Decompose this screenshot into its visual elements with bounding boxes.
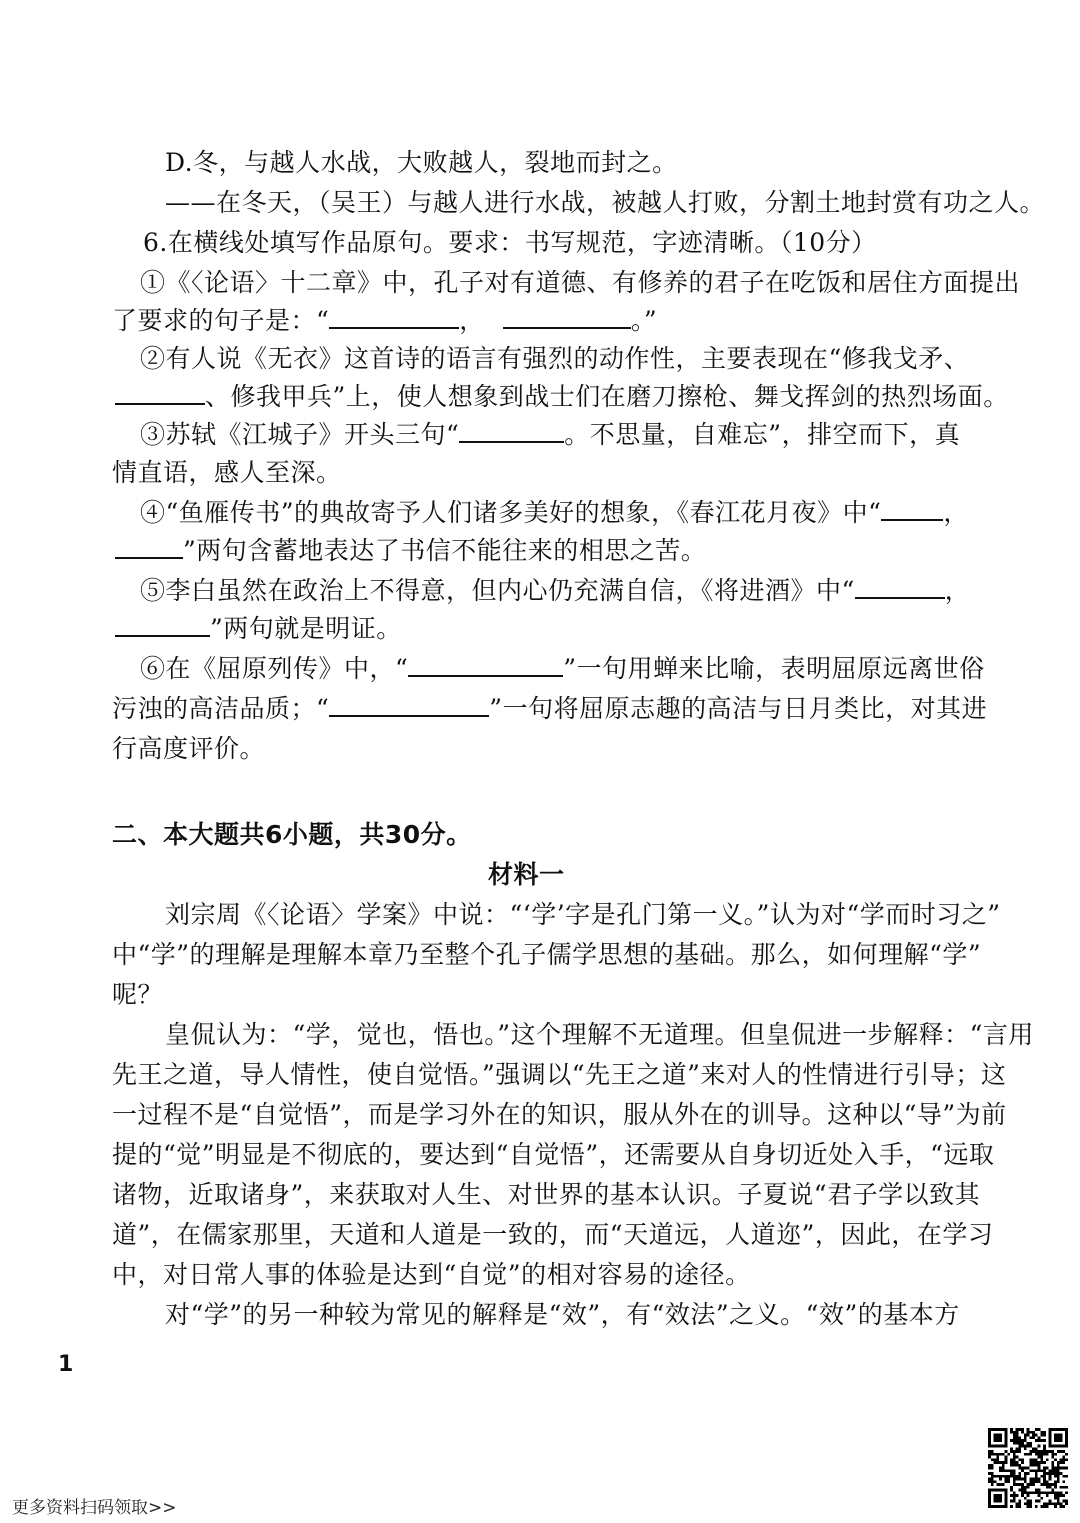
q6-6-text-pre2: 污浊的高洁品质；“ (112, 694, 330, 723)
q6-2-line1: ②有人说《无衣》这首诗的语言有强烈的动作性，主要表现在“修我戈矛、 (140, 344, 970, 373)
q6-1-text-pre: 了要求的句子是：“ (112, 306, 330, 335)
q6-4-text-pre: ④“鱼雁传书”的典故寄予人们诸多美好的想象，《春江花月夜》中“ (140, 498, 882, 527)
paragraph-line: 一过程不是“自觉悟”，而是学习外在的知识，服从外在的训导。这种以“导”为前 (112, 1100, 1007, 1129)
q6-3-line1 (140, 418, 960, 452)
q6-6-text-post: ”一句用蝉来比喻，表明屈原远离世俗 (563, 654, 985, 683)
q6-4-line1 (140, 496, 969, 530)
paragraph-line: 中“学”的理解是理解本章乃至整个孔子儒学思想的基础。那么，如何理解“学” (112, 940, 982, 969)
answer-blank[interactable] (329, 693, 489, 717)
q6-6-line2 (112, 692, 987, 726)
answer-blank[interactable] (881, 497, 943, 521)
paragraph-line: 中，对日常人事的体验是达到“自觉”的相对容易的途径。 (112, 1260, 751, 1289)
q6-4-text: ”两句含蓄地表达了书信不能往来的相思之苦。 (183, 536, 707, 565)
page-number: 1 (58, 1352, 74, 1377)
q6-2-line2 (115, 380, 1009, 414)
question-6-title: 6.在横线处填写作品原句。要求：书写规范，字迹清晰。（10分） (143, 228, 877, 257)
q6-4-text-post: ， (943, 498, 969, 527)
q6-5-line2 (115, 612, 402, 646)
q6-6-text-post2: ”一句将屈原志趣的高洁与日月类比，对其进 (489, 694, 988, 723)
q6-3-text-pre: ③苏轼《江城子》开头三句“ (140, 420, 460, 449)
answer-blank[interactable] (115, 381, 205, 405)
answer-blank[interactable] (408, 653, 563, 677)
q6-4-line2 (115, 534, 706, 568)
footer-link[interactable]: 更多资料扫码领取>> (12, 1498, 177, 1518)
q6-3-line2: 情直语，感人至深。 (112, 458, 342, 487)
answer-blank[interactable] (329, 305, 459, 329)
q6-1-line1: ①《〈论语〉十二章》中，孔子对有道德、有修养的君子在吃饭和居住方面提出 (140, 268, 1021, 297)
paragraph-line: 诸物，近取诸身”，来获取对人生、对世界的基本认识。子夏说“君子学以致其 (112, 1180, 981, 1209)
q6-5-text-pre: ⑤李白虽然在政治上不得意，但内心仍充满自信，《将进酒》中“ (140, 576, 855, 605)
paragraph-line: 先王之道，导人情性，使自觉悟。”强调以“先王之道”来对人的性情进行引导；这 (112, 1060, 1007, 1089)
q6-5-text: ”两句就是明证。 (210, 614, 402, 643)
paragraph-line: 对“学”的另一种较为常见的解释是“效”，有“效法”之义。“效”的基本方 (165, 1300, 960, 1329)
q6-5-text-post: ， (944, 576, 971, 605)
answer-blank[interactable] (503, 305, 631, 329)
q6-6-line1 (140, 652, 985, 686)
qr-code-icon[interactable] (988, 1428, 1068, 1508)
material-title: 材料一 (488, 860, 565, 889)
q6-5-line1 (140, 574, 970, 608)
q6-1-line2 (112, 304, 657, 338)
q6-1-text-mid: ， (459, 306, 485, 335)
answer-blank[interactable] (855, 575, 945, 599)
paragraph-line: 皇侃认为：“学，觉也，悟也。”这个理解不无道理。但皇侃进一步解释：“言用 (165, 1020, 1034, 1049)
section-two-heading: 二、本大题共6小题，共30分。 (112, 820, 472, 849)
paragraph-line: 道”，在儒家那里，天道和人道是一致的，而“天道远，人道迩”，因此，在学习 (112, 1220, 994, 1249)
option-d-translation: ——在冬天，（吴王）与越人进行水战，被越人打败，分割土地封赏有功之人。 (165, 188, 1046, 217)
paragraph-line: 提的“觉”明显是不彻底的，要达到“自觉悟”，还需要从自身切近处入手，“远取 (112, 1140, 995, 1169)
answer-blank[interactable] (115, 535, 183, 559)
paragraph-line: 呢？ (112, 980, 164, 1009)
q6-6-line3: 行高度评价。 (112, 734, 266, 763)
q6-1-text-post: 。” (630, 306, 658, 335)
option-d: D.冬，与越人水战，大败越人，裂地而封之。 (165, 148, 678, 177)
q6-6-text-pre: ⑥在《屈原列传》中，“ (140, 654, 409, 683)
answer-blank[interactable] (115, 613, 210, 637)
paragraph-line: 刘宗周《〈论语〉学案》中说：“‘学’字是孔门第一义。”认为对“学而时习之” (165, 900, 1001, 929)
q6-2-text: 、修我甲兵”上，使人想象到战士们在磨刀擦枪、舞戈挥剑的热烈场面。 (205, 382, 1009, 411)
answer-blank[interactable] (459, 419, 564, 443)
q6-3-text-post: 。不思量，自难忘”，排空而下，真 (564, 420, 961, 449)
